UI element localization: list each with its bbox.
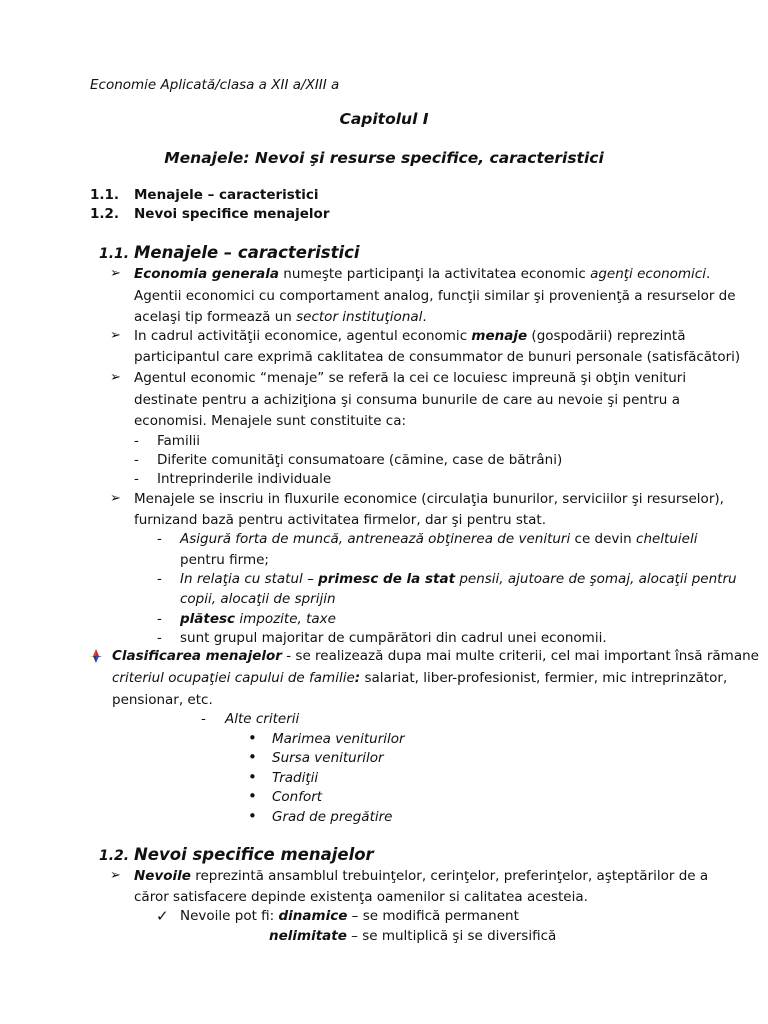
dot-bullet: • — [248, 729, 257, 747]
s1-b1-line3 — [134, 307, 427, 327]
toc-title-1: Menajele – caracteristici — [134, 187, 319, 203]
text: Nevoile pot fi: — [180, 908, 279, 924]
s1-b4-d2-line2: copii, alocaţii de sprijin — [180, 591, 336, 607]
list-item: Intreprinderile individuale — [157, 471, 332, 487]
dash-bullet: - — [201, 711, 206, 727]
text: salariat, liber-profesionist, fermier, mic intreprinzător, — [360, 670, 728, 686]
alte-criterii: Alte criterii — [225, 711, 300, 727]
s1-b4-d3 — [180, 609, 336, 629]
s1-b3-line3: economisi. Menajele sunt constituite ca: — [134, 413, 407, 429]
chapter-title: Capitolul I — [339, 110, 429, 128]
running-header: Economie Aplicată/clasa a XII a/XIII a — [90, 77, 340, 93]
list-item: Tradiţii — [272, 770, 319, 786]
s2-check-line1 — [180, 906, 519, 926]
text: pensii, ajutoare de şomaj, alocaţii pentru — [455, 571, 737, 587]
toc-num-2: 1.2. — [90, 206, 120, 222]
s1-b4-line1: Menajele se inscriu in fluxurile economice (circulaţia bunurilor, serviciilor şi resurselor), — [134, 491, 724, 507]
clasif-line1 — [112, 646, 759, 666]
text: . — [422, 309, 427, 325]
text: In cadrul activităţii economice, agentul economic — [134, 328, 472, 344]
dash-bullet: - — [157, 571, 162, 587]
arrow-bullet-icon: ➢ — [110, 328, 121, 343]
dot-bullet: • — [248, 787, 257, 805]
subtitle-part-1: Menajele — [164, 149, 244, 167]
dash-bullet: - — [157, 531, 162, 547]
s1-b4-d4: sunt grupul majoritar de cumpărători din cadrul unei economii. — [180, 630, 607, 646]
text: : — [354, 670, 361, 686]
s1-b1-line2: Agentii economici cu comportament analog, funcţii similar şi provenienţă a resurselor de — [134, 288, 736, 304]
toc-num-1: 1.1. — [90, 187, 120, 203]
clasif-line3: pensionar, etc. — [112, 692, 213, 708]
list-item: Marimea veniturilor — [272, 731, 405, 747]
arrow-bullet-icon: ➢ — [110, 868, 121, 883]
toc-title-2: Nevoi specifice menajelor — [134, 206, 330, 222]
s2-b1-line2: căror satisfacere depinde existenţa oamenilor si calitatea acesteia. — [134, 889, 588, 905]
s2-check-line2 — [269, 926, 556, 946]
term-sector-institutional: sector instituţional — [296, 309, 423, 325]
term-platesc: plătesc — [180, 611, 236, 627]
text: numeşte participanţi la activitatea economic — [278, 266, 591, 282]
section-2-number: 1.2. — [99, 848, 130, 864]
dash-bullet: - — [134, 433, 139, 449]
dash-bullet: - — [134, 452, 139, 468]
term-primesc-de-la-stat: primesc de la stat — [318, 571, 456, 587]
arrow-bullet-icon: ➢ — [110, 370, 121, 385]
dash-bullet: - — [157, 611, 162, 627]
dot-bullet: • — [248, 768, 257, 786]
term-nelimitate: nelimitate — [269, 928, 347, 944]
text: In relaţia cu statul – — [180, 571, 319, 587]
chapter-subtitle — [0, 148, 768, 168]
text: criteriul ocupaţiei capului de familie — [112, 670, 355, 686]
text: pentru firme — [180, 552, 265, 568]
s1-b4-d1-line2 — [180, 550, 269, 570]
term-menaje: menaje — [471, 328, 528, 344]
section-1-number: 1.1. — [99, 246, 130, 262]
term-economia-generala: Economia generala — [134, 266, 279, 282]
dot-bullet: • — [248, 748, 257, 766]
dash-bullet: - — [157, 630, 162, 646]
text: reprezintă ansamblul trebuinţelor, cerinţelor, preferinţelor, aşteptărilor de a — [190, 868, 709, 884]
term-nevoile: Nevoile — [134, 868, 191, 884]
text: – se multiplică şi se diversifică — [346, 928, 557, 944]
term-clasificarea-menajelor: Clasificarea menajelor — [112, 648, 282, 664]
arrow-bullet-icon: ➢ — [110, 266, 121, 281]
s1-b3-line2: destinate pentru a achiziţiona şi consuma bunurile de care au nevoie şi pentru a — [134, 392, 680, 408]
text: - se realizează dupa mai multe criterii, cel mai important însă rămane — [281, 648, 759, 664]
checkmark-bullet-icon: ✓ — [156, 907, 169, 925]
s2-b1-line1 — [134, 866, 709, 886]
section-1-title: Menajele – caracteristici — [134, 243, 360, 262]
list-item: Sursa veniturilor — [272, 750, 384, 766]
list-item: Diferite comunităţi consumatoare (cămine, case de bătrâni) — [157, 452, 563, 468]
s1-b4-d1-line1 — [180, 529, 698, 549]
s1-b4-line2: furnizand bază pentru activitatea firmelor, dar şi pentru stat. — [134, 512, 547, 528]
list-item: Grad de pregătire — [272, 809, 393, 825]
text: ce devin — [570, 531, 637, 547]
term-agenti-economici: agenţi economici — [590, 266, 706, 282]
text: . — [705, 266, 711, 282]
text: – se modifică permanent — [347, 908, 519, 924]
arrow-bullet-icon: ➢ — [110, 491, 121, 506]
text: impozite, taxe — [235, 611, 336, 627]
text: cheltuieli — [636, 531, 698, 547]
s1-b4-d2-line1 — [180, 569, 737, 589]
text: (gospodării) reprezintă — [527, 328, 686, 344]
s1-b2-line2: participantul care exprimă caklitatea de consummator de bunuri personale (satisfăcători) — [134, 349, 741, 365]
s1-b1-line1 — [134, 264, 711, 284]
s1-b3-line1: Agentul economic “menaje” se referă la cei ce locuiesc impreună şi obţin venituri — [134, 370, 687, 386]
list-item: Familii — [157, 433, 200, 449]
dot-bullet: • — [248, 807, 257, 825]
section-2-title: Nevoi specifice menajelor — [134, 845, 374, 864]
diamond-bullet-icon — [90, 649, 102, 663]
dash-bullet: - — [134, 471, 139, 487]
term-dinamice: dinamice — [278, 908, 348, 924]
clasif-line2 — [112, 668, 728, 688]
text: Asigură forta de muncă, antrenează obţinerea de venituri — [180, 531, 571, 547]
text: acelaşi tip formează un — [134, 309, 297, 325]
subtitle-part-2: : Nevoi şi resurse specifice, caracteristici — [243, 149, 604, 167]
text: ; — [264, 552, 269, 568]
list-item: Confort — [272, 789, 323, 805]
s1-b2-line1 — [134, 326, 686, 346]
